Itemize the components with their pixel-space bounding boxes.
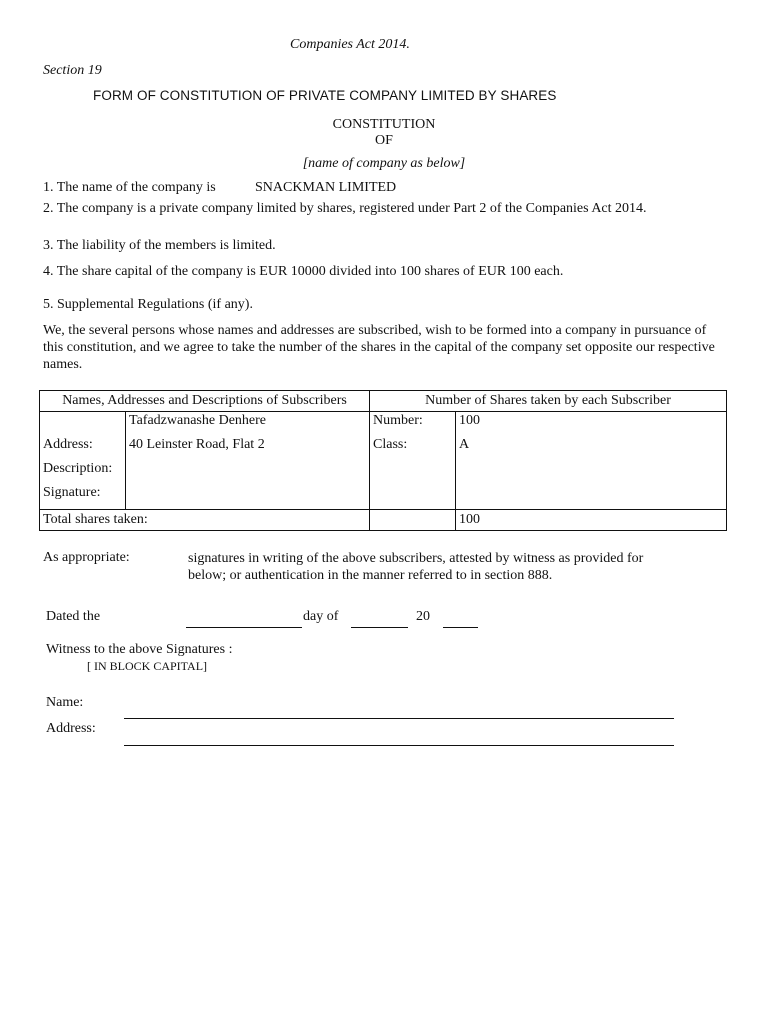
company-name-value: SNACKMAN LIMITED — [255, 180, 397, 195]
block-capital-note: [ IN BLOCK CAPITAL] — [87, 659, 208, 673]
day-of-label: day of — [303, 609, 339, 624]
declaration-paragraph: We, the several persons whose names and addresses are subscribed, wish to be formed into a company in pursuance of this constitution, and we agree to take the number of the shares in the capital of the company set opposite our respective names. — [43, 323, 715, 372]
shares-column-header: Number of Shares taken by each Subscriber — [370, 391, 727, 412]
signature-label: Signature: — [43, 485, 101, 500]
class-label: Class: — [373, 437, 408, 452]
share-values-cell — [456, 412, 727, 510]
clause-3: 3. The liability of the members is limited. — [43, 238, 276, 253]
clause-5: 5. Supplemental Regulations (if any). — [43, 297, 253, 312]
table-header-row — [40, 391, 727, 412]
witness-name-label: Name: — [46, 695, 84, 710]
witness-address-label: Address: — [46, 721, 96, 736]
witness-address-line[interactable] — [124, 730, 674, 746]
share-labels-cell — [370, 412, 456, 510]
subscribers-column-header: Names, Addresses and Descriptions of Subscribers — [40, 391, 370, 412]
of-heading: OF — [375, 133, 393, 148]
subscriber-address: 40 Leinster Road, Flat 2 — [129, 437, 265, 452]
total-label: Total shares taken: — [40, 510, 370, 531]
section-number: Section 19 — [43, 63, 102, 78]
subscribers-table — [39, 390, 727, 531]
dated-label: Dated the — [46, 609, 101, 624]
address-label: Address: — [43, 437, 93, 452]
clause-2: 2. The company is a private company limited by shares, registered under Part 2 of the Companies Act 2014. — [43, 201, 647, 216]
table-row — [40, 412, 727, 510]
clause-4: 4. The share capital of the company is EUR 10000 divided into 100 shares of EUR 100 each. — [43, 264, 564, 279]
number-value: 100 — [459, 413, 480, 428]
year-prefix: 20 — [416, 609, 430, 624]
clause-1-label: 1. The name of the company is — [43, 180, 216, 195]
description-label: Description: — [43, 461, 113, 476]
total-row — [40, 510, 727, 531]
number-label: Number: — [373, 413, 423, 428]
subscriber-values-cell — [126, 412, 370, 510]
constitution-heading: CONSTITUTION — [332, 117, 436, 132]
as-appropriate-label: As appropriate: — [43, 550, 130, 565]
act-title: Companies Act 2014. — [290, 37, 410, 52]
subscriber-labels-cell — [40, 412, 126, 510]
witness-name-line[interactable] — [124, 703, 674, 719]
total-spacer-cell — [370, 510, 456, 531]
month-blank-line[interactable] — [351, 612, 408, 628]
class-value: A — [459, 437, 470, 452]
company-name-note: [name of company as below] — [302, 156, 466, 171]
day-blank-line[interactable] — [186, 612, 302, 628]
subscriber-name: Tafadzwanashe Denhere — [129, 413, 266, 428]
year-blank-line[interactable] — [443, 612, 478, 628]
form-title: FORM OF CONSTITUTION OF PRIVATE COMPANY LIMITED BY SHARES — [93, 88, 557, 103]
as-appropriate-text: signatures in writing of the above subscribers, attested by witness as provided for below; or authentication in the manner referred to in section 888. — [188, 551, 644, 583]
total-value: 100 — [456, 510, 727, 531]
witness-title: Witness to the above Signatures : — [46, 642, 233, 657]
